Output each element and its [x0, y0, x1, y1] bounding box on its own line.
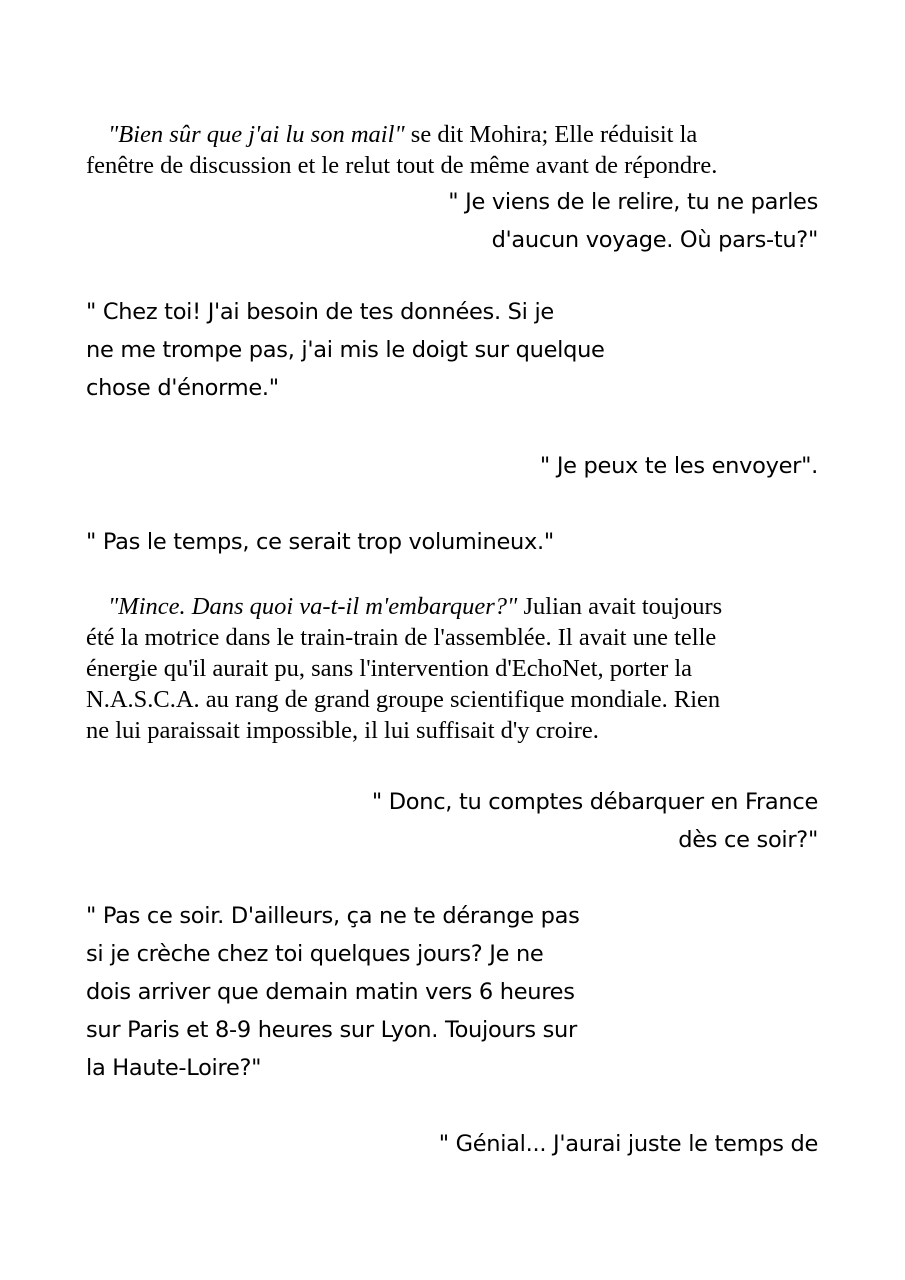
inner-thought: "Bien sûr que j'ai lu son mail" — [108, 121, 405, 148]
narrative-paragraph-1 — [86, 119, 826, 181]
narrative-paragraph-2: "Mince. Dans quoi va-t-il m'embarquer?" Julian avait toujours été la motrice dans le train-train de l'assemblée. Il avait une telle énergie qu'il aurait pu, sans l'intervention d'EchoNet, porter la N.A.S.C.A. au rang de grand groupe scientifique mondiale. Rien ne lui paraissait impossible, il lui suffisait d'y croire. — [86, 591, 826, 746]
narrative-line: "Bien sûr que j'ai lu son mail" se dit Mohira; Elle réduisit la — [108, 121, 698, 148]
chat-message-julian-2: " Pas le temps, ce serait trop volumineux." — [86, 529, 554, 555]
chat-message-mohira-4: " Génial... J'aurai juste le temps de — [438, 1131, 818, 1157]
chat-message-mohira-2: " Je peux te les envoyer". — [539, 453, 818, 479]
narrative-line: "Mince. Dans quoi va-t-il m'embarquer?" Julian avait toujours — [108, 593, 723, 620]
narrative-line: fenêtre de discussion et le relut tout de même avant de répondre. — [86, 152, 718, 179]
chat-message-julian-3: " Pas ce soir. D'ailleurs, ça ne te dérange pas si je crèche chez toi quelques jours? Je ne dois arriver que demain matin vers 6 heures sur Paris et 8-9 heures sur Lyon. Toujours sur la Haute-Loire?" — [86, 903, 580, 1081]
chat-message-mohira-3: " Donc, tu comptes débarquer en France dès ce soir?" — [371, 789, 818, 853]
chat-message-julian-1: " Chez toi! J'ai besoin de tes données. Si je ne me trompe pas, j'ai mis le doigt sur quelque chose d'énorme." — [86, 299, 605, 401]
inner-thought: "Mince. Dans quoi va-t-il m'embarquer?" — [108, 593, 518, 620]
chat-message-mohira-1: " Je viens de le relire, tu ne parles d'aucun voyage. Où pars-tu?" — [448, 189, 818, 253]
